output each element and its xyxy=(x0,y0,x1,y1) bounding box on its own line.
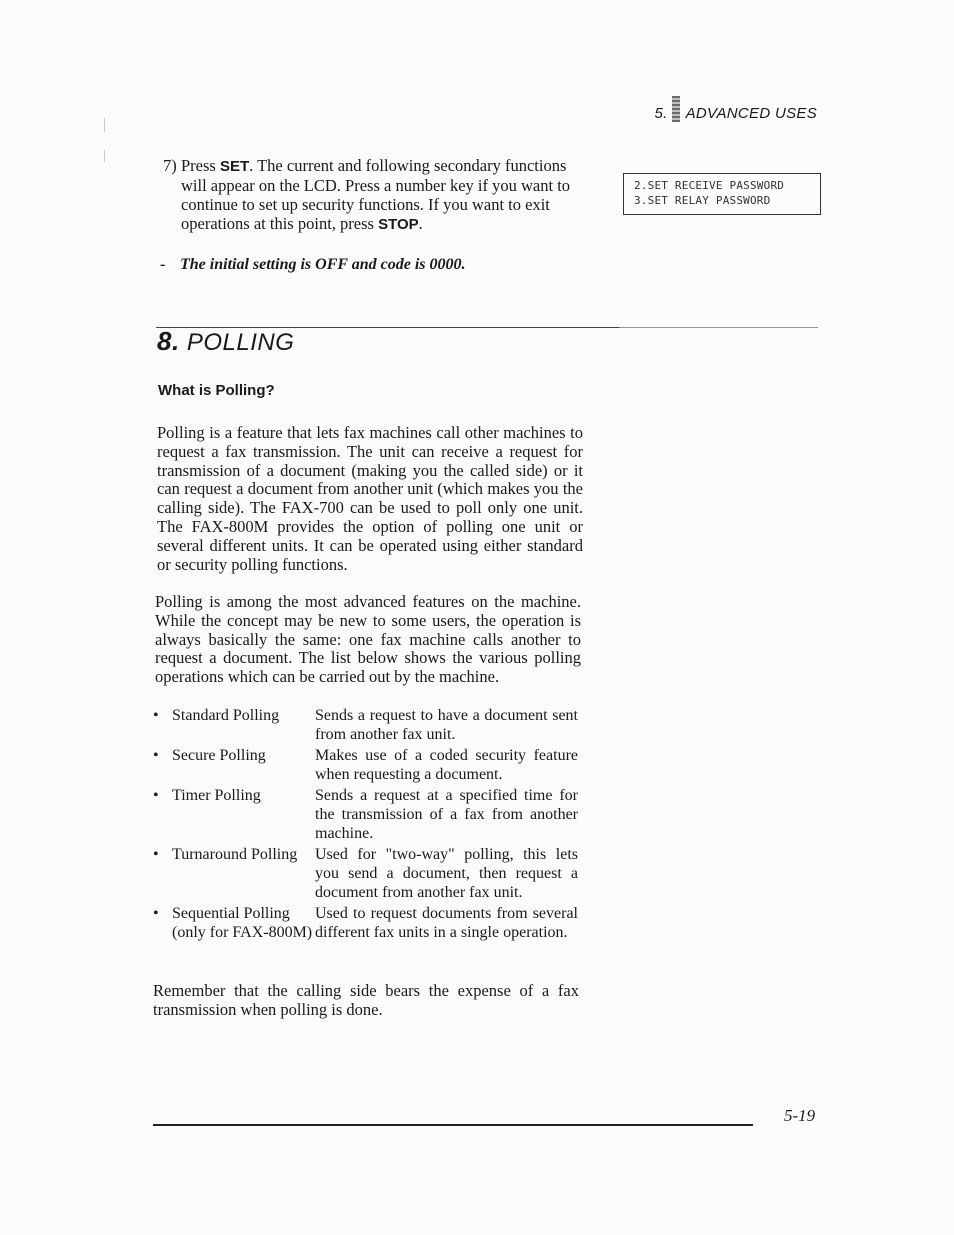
bullet-icon: • xyxy=(153,747,159,764)
polling-type: Turnaround Polling xyxy=(172,846,298,863)
bullet-icon: • xyxy=(153,707,159,724)
list-item xyxy=(153,845,578,904)
paragraph-intro: Polling is a feature that lets fax machines call other machines to request a fax transmission. The unit can receive a request for transmission of a document (making you the called side) or it can request a document from another unit (which makes you the calling side). The FAX-700 can be used to poll only one unit. The FAX-800M provides the option of polling one unit or several different units. It can be operated using either standard or security polling functions. xyxy=(157,423,583,574)
polling-description: Sends a request at a specified time for the transmission of a fax from another machine. xyxy=(315,787,578,842)
list-item xyxy=(153,746,578,786)
step-7 xyxy=(163,156,588,234)
step-number: 7) xyxy=(163,156,177,175)
list-item xyxy=(153,786,578,845)
lcd-line-1: 2.SET RECEIVE PASSWORD xyxy=(634,179,785,192)
bullet-icon: • xyxy=(153,787,159,804)
polling-types-list xyxy=(153,706,578,963)
chapter-number: 5. xyxy=(654,105,668,122)
polling-description: Used for "two-way" polling, this lets you send a document, then request a document from another fax unit. xyxy=(315,846,578,901)
running-header xyxy=(654,96,817,122)
polling-description: Makes use of a coded security feature when requesting a document. xyxy=(315,747,578,783)
polling-type: Sequential Polling (only for FAX-800M) xyxy=(172,905,313,941)
step-text xyxy=(181,156,588,234)
footer-rule xyxy=(153,1124,753,1126)
chapter-tab-icon xyxy=(672,96,680,122)
note-dash: - xyxy=(160,256,166,273)
scan-mark xyxy=(104,118,105,132)
paragraph-expense: Remember that the calling side bears the expense of a fax transmission when polling is done. xyxy=(153,981,579,1019)
page-number: 5-19 xyxy=(784,1106,816,1125)
paragraph-overview: Polling is among the most advanced features on the machine. While the concept may be new to some users, the operation is always basically the same: one fax machine calls another to request a document. The list below shows the various polling operations which can be carried out by the machine. xyxy=(155,592,581,687)
polling-type: Standard Polling xyxy=(172,707,280,724)
step-text-pre: Press xyxy=(181,156,220,175)
step-text-mid: . The current and following secondary functions will appear on the LCD. Press a number key if you want to continue to set up security functions. If you want to exit operations at this point, press xyxy=(181,156,571,233)
stop-key-label: STOP xyxy=(378,216,419,233)
list-item xyxy=(153,904,578,963)
section-heading xyxy=(157,326,294,357)
lcd-display xyxy=(623,173,821,215)
step-text-post: . xyxy=(418,214,423,233)
bullet-icon: • xyxy=(153,905,159,922)
initial-setting-note xyxy=(160,256,466,274)
chapter-title: ADVANCED USES xyxy=(685,105,817,122)
lcd-line-2: 3.SET RELAY PASSWORD xyxy=(634,194,771,207)
section-title: POLLING xyxy=(186,329,295,356)
scan-mark xyxy=(104,150,105,162)
polling-type: Timer Polling xyxy=(172,787,261,804)
note-text: The initial setting is OFF and code is 0000. xyxy=(180,256,466,273)
polling-description: Sends a request to have a document sent from another fax unit. xyxy=(315,707,578,743)
bullet-icon: • xyxy=(153,846,159,863)
list-item xyxy=(153,706,578,746)
subheading: What is Polling? xyxy=(158,382,275,399)
polling-type: Secure Polling xyxy=(172,747,266,764)
polling-description: Used to request documents from several different fax units in a single operation. xyxy=(315,905,578,941)
set-key-label: SET xyxy=(219,158,250,175)
section-number: 8. xyxy=(157,326,180,356)
